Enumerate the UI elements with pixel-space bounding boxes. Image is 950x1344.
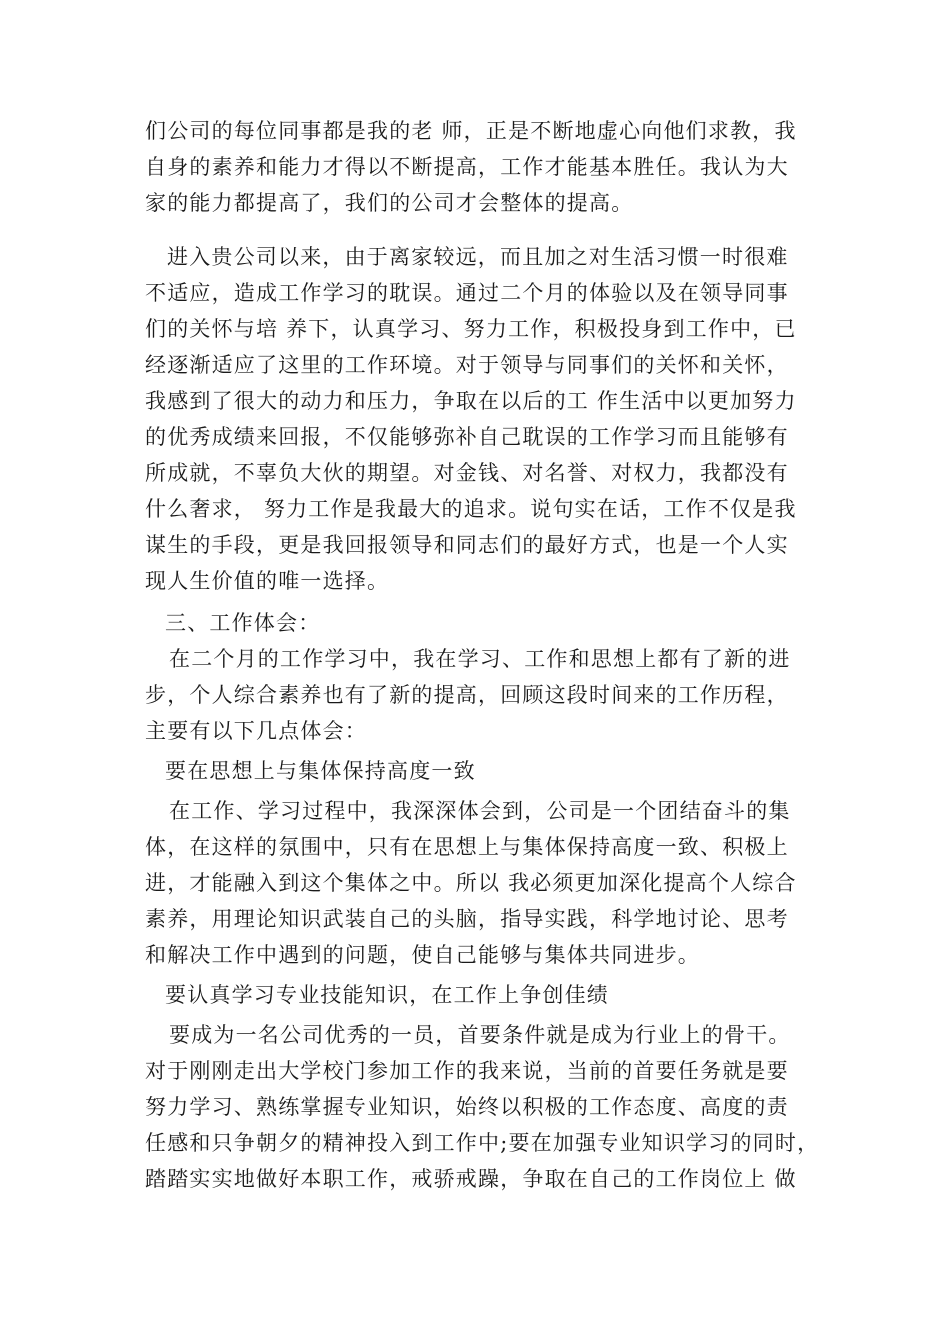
- text-line: 进，才能融入到这个集体之中。所以 我必须更加深化提高个人综合: [145, 871, 797, 895]
- text-line: 和解决工作中遇到的问题，使自己能够与集体共同进步。: [145, 943, 700, 967]
- text-line: 进入贵公司以来，由于离家较远，而且加之对生活习惯一时很难: [167, 245, 789, 269]
- text-line: 素养，用理论知识武装自己的头脑，指导实践，科学地讨论、思考: [145, 907, 789, 931]
- subsection-heading: 要认真学习专业技能知识，在工作上争创佳绩: [165, 983, 609, 1007]
- text-line: 步，个人综合素养也有了新的提高，回顾这段时间来的工作历程，: [145, 683, 789, 707]
- text-line: 现人生价值的唯一选择。: [145, 569, 390, 593]
- subsection-heading: 要在思想上与集体保持高度一致: [165, 759, 476, 783]
- text-line: 的优秀成绩来回报，不仅能够弥补自己耽误的工作学习而且能够有: [145, 425, 789, 449]
- text-line: 要成为一名公司优秀的一员，首要条件就是成为行业上的骨干。: [169, 1023, 791, 1047]
- text-line: 任感和只争朝夕的精神投入到工作中;要在加强专业知识学习的同时，: [145, 1131, 820, 1155]
- section-heading: 三、工作体会：: [165, 611, 321, 635]
- text-line: 们公司的每位同事都是我的老 师，正是不断地虚心向他们求教，我: [145, 119, 797, 143]
- text-line: 我感到了很大的动力和压力，争取在以后的工 作生活中以更加努力: [145, 389, 797, 413]
- text-line: 不适应，造成工作学习的耽误。通过二个月的体验以及在领导同事: [145, 281, 789, 305]
- text-line: 努力学习、熟练掌握专业知识，始终以积极的工作态度、高度的责: [145, 1095, 789, 1119]
- text-line: 对于刚刚走出大学校门参加工作的我来说，当前的首要任务就是要: [145, 1059, 789, 1083]
- text-line: 在二个月的工作学习中，我在学习、工作和思想上都有了新的进: [169, 647, 791, 671]
- text-line: 主要有以下几点体会：: [145, 719, 367, 743]
- text-line: 家的能力都提高了，我们的公司才会整体的提高。: [145, 191, 634, 215]
- text-line: 踏踏实实地做好本职工作，戒骄戒躁，争取在自己的工作岗位上 做: [145, 1167, 797, 1191]
- text-line: 自身的素养和能力才得以不断提高，工作才能基本胜任。我认为大: [145, 155, 789, 179]
- text-line: 体，在这样的氛围中，只有在思想上与集体保持高度一致、积极上: [145, 835, 789, 859]
- text-line: 们的关怀与培 养下，认真学习、努力工作，积极投身到工作中，已: [145, 317, 797, 341]
- text-line: 所成就，不辜负大伙的期望。对金钱、对名誉、对权力，我都没有: [145, 461, 789, 485]
- text-line: 在工作、学习过程中，我深深体会到，公司是一个团结奋斗的集: [169, 799, 791, 823]
- text-line: 什么奢求， 努力工作是我最大的追求。说句实在话，工作不仅是我: [145, 497, 797, 521]
- text-line: 经逐渐适应了这里的工作环境。对于领导与同事们的关怀和关怀，: [145, 353, 789, 377]
- text-line: 谋生的手段，更是我回报领导和同志们的最好方式，也是一个人实: [145, 533, 789, 557]
